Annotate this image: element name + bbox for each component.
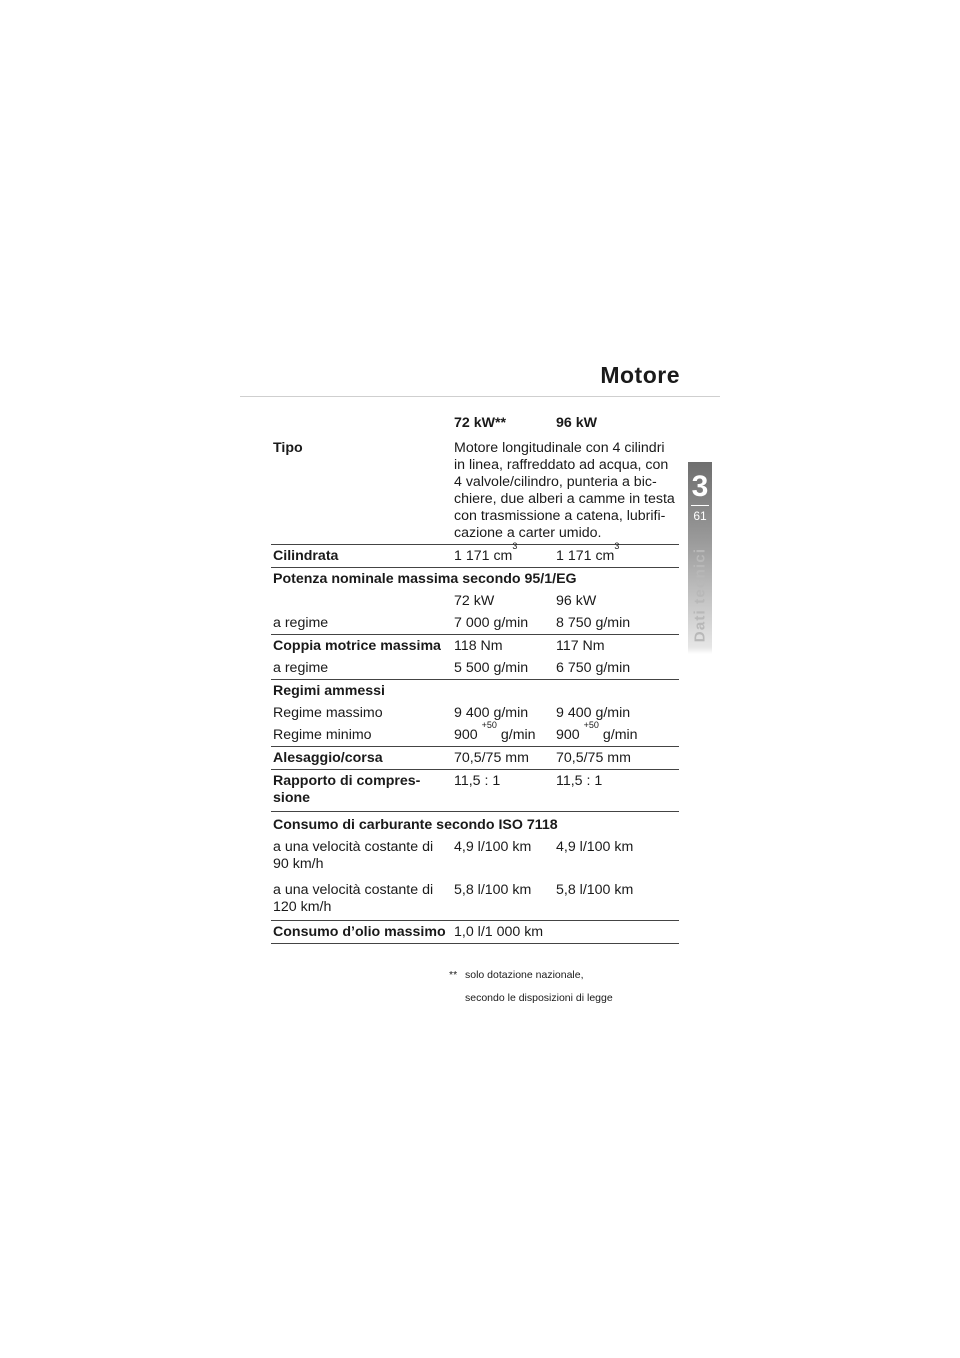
coppia-72kw: 118 Nm bbox=[454, 638, 503, 654]
rapporto-96kw: 11,5 : 1 bbox=[554, 770, 679, 812]
regimi-heading: Regimi ammessi bbox=[273, 683, 385, 699]
regime-minimo-72kw: 900 $^{+50}$ g/min bbox=[452, 724, 554, 747]
coppia-regime-72kw: 5 500 g/min bbox=[452, 657, 554, 680]
cilindrata-label: Cilindrata bbox=[271, 545, 452, 568]
potenza-regime-label: a regime bbox=[271, 612, 452, 635]
alesaggio-96kw: 70,5/75 mm bbox=[554, 747, 679, 770]
footnote-marker: ** bbox=[449, 969, 458, 981]
consumo-120-72kw: 5,8 l/100 km bbox=[452, 879, 554, 921]
column-header-96kw: 96 kW bbox=[556, 415, 598, 431]
engine-spec-table bbox=[271, 412, 679, 944]
table-row bbox=[271, 724, 679, 747]
table-row bbox=[271, 568, 679, 591]
footnote-line: secondo le disposizioni di legge bbox=[465, 992, 613, 1004]
coppia-96kw: 117 Nm bbox=[556, 638, 605, 654]
column-header-72kw: 72 kW** bbox=[454, 415, 507, 431]
potenza-regime-96kw: 8 750 g/min bbox=[554, 612, 679, 635]
consumo-90-label: a una velocità costante di 90 km/h bbox=[273, 839, 434, 872]
regime-massimo-label: Regime massimo bbox=[273, 705, 383, 721]
rapporto-label: Rapporto di compres- sione bbox=[271, 770, 452, 812]
potenza-heading: Potenza nominale massima secondo 95/1/EG bbox=[273, 571, 577, 587]
coppia-regime-label: a regime bbox=[271, 657, 452, 680]
table-row bbox=[271, 545, 679, 568]
potenza-96kw: 96 kW bbox=[556, 593, 597, 609]
olio-value: 1,0 l/1 000 km bbox=[452, 921, 679, 944]
table-row bbox=[271, 747, 679, 770]
regime-massimo-72kw: 9 400 g/min bbox=[454, 705, 529, 721]
page-number: 61 bbox=[693, 509, 707, 523]
olio-label: Consumo d’olio massimo bbox=[271, 921, 452, 944]
table-row bbox=[271, 921, 679, 944]
tipo-value: Motore longitudinale con 4 cilindri in linea, raffreddato ad acqua, con 4 valvole/cilindro, punteria a bic- chiere, due alberi a camme in testa con trasmissione a catena, lubrifi- cazione a carter umido. bbox=[452, 434, 679, 545]
table-row bbox=[271, 612, 679, 635]
alesaggio-72kw: 70,5/75 mm bbox=[452, 747, 554, 770]
table-row bbox=[271, 702, 679, 724]
cilindrata-96kw: 1 171 $cm^3$ bbox=[554, 545, 679, 568]
title-divider bbox=[240, 396, 720, 397]
table-row bbox=[271, 812, 679, 837]
regime-minimo-96kw: 900 $^{+50}$ g/min bbox=[554, 724, 679, 747]
table-row bbox=[271, 879, 679, 921]
table-row bbox=[271, 680, 679, 703]
coppia-label: Coppia motrice massima bbox=[273, 638, 441, 654]
chapter-tab-divider bbox=[691, 505, 709, 506]
rapporto-72kw: 11,5 : 1 bbox=[452, 770, 554, 812]
table-row bbox=[271, 590, 679, 612]
cilindrata-72kw: 1 171 $cm^3$ bbox=[452, 545, 554, 568]
consumo-90-72kw: 4,9 l/100 km bbox=[454, 839, 532, 855]
table-row bbox=[271, 434, 679, 545]
regime-minimo-label: Regime minimo bbox=[271, 724, 452, 747]
section-label: Dati tecnici bbox=[691, 547, 709, 643]
table-row bbox=[271, 635, 679, 658]
potenza-72kw: 72 kW bbox=[454, 593, 495, 609]
consumo-90-96kw: 4,9 l/100 km bbox=[556, 839, 634, 855]
footnote-line: solo dotazione nazionale, bbox=[465, 969, 584, 981]
regime-massimo-96kw: 9 400 g/min bbox=[556, 705, 631, 721]
table-row bbox=[271, 657, 679, 680]
coppia-regime-96kw: 6 750 g/min bbox=[554, 657, 679, 680]
consumo-120-label: a una velocità costante di 120 km/h bbox=[271, 879, 452, 921]
tipo-label: Tipo bbox=[271, 434, 452, 545]
alesaggio-label: Alesaggio/corsa bbox=[271, 747, 452, 770]
table-header-row bbox=[271, 412, 679, 434]
table-row bbox=[271, 770, 679, 812]
chapter-number: 3 bbox=[691, 470, 709, 503]
table-row bbox=[271, 836, 679, 879]
footnote bbox=[449, 964, 613, 1010]
page-title: Motore bbox=[600, 362, 680, 388]
consumo-heading: Consumo di carburante secondo ISO 7118 bbox=[273, 817, 558, 833]
consumo-120-96kw: 5,8 l/100 km bbox=[554, 879, 679, 921]
potenza-regime-72kw: 7 000 g/min bbox=[452, 612, 554, 635]
